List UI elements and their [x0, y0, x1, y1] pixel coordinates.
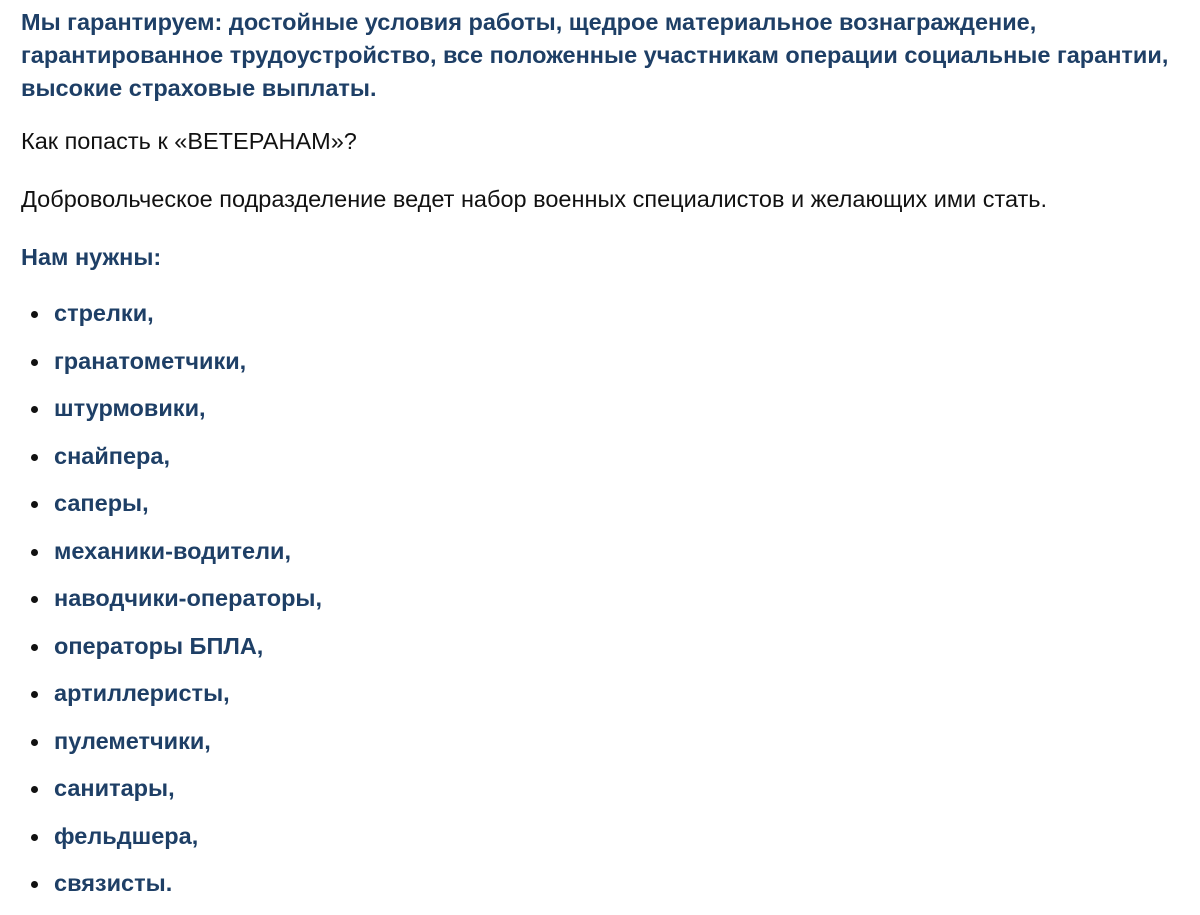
role-label: наводчики-операторы, — [54, 585, 323, 611]
list-item — [21, 392, 1191, 440]
list-item — [21, 535, 1191, 583]
bullet-icon — [31, 549, 38, 556]
bullet-icon — [31, 501, 38, 508]
roles-list — [21, 297, 1191, 915]
bullet-icon — [31, 644, 38, 651]
bullet-icon — [31, 359, 38, 366]
bullet-icon — [31, 406, 38, 413]
role-label: санитары, — [54, 775, 175, 801]
guarantee-paragraph: Мы гарантируем: достойные условия работы, щедрое материальное вознаграждение, гарантированное трудоустройство, все положенные участникам операции социальные гарантии, высокие страховые выплаты. — [21, 9, 1169, 101]
list-item — [21, 582, 1191, 630]
role-label: пулеметчики, — [54, 727, 211, 754]
bullet-icon — [31, 786, 38, 793]
bullet-icon — [31, 596, 38, 603]
role-label: фельдшера, — [54, 822, 199, 849]
question-paragraph: Как попасть к «ВЕТЕРАНАМ»? — [21, 128, 357, 154]
recruitment-paragraph: Добровольческое подразделение ведет набор военных специалистов и желающих ими стать. — [21, 186, 1048, 212]
role-label: саперы, — [54, 490, 149, 516]
bullet-icon — [31, 834, 38, 841]
article-body — [21, 6, 1191, 915]
role-label: стрелки, — [54, 300, 154, 326]
list-item — [21, 440, 1191, 488]
list-item — [21, 725, 1191, 773]
role-label: механики-водители, — [54, 537, 291, 564]
list-item — [21, 297, 1191, 345]
list-item — [21, 677, 1191, 725]
list-item — [21, 772, 1191, 820]
bullet-icon — [31, 691, 38, 698]
list-item — [21, 867, 1191, 915]
list-item — [21, 630, 1191, 678]
bullet-icon — [31, 739, 38, 746]
bullet-icon — [31, 881, 38, 888]
needed-heading: Нам нужны: — [21, 244, 162, 270]
list-item — [21, 345, 1191, 393]
list-item — [21, 820, 1191, 868]
list-item — [21, 487, 1191, 535]
role-label: операторы БПЛА, — [54, 632, 264, 659]
role-label: гранатометчики, — [54, 347, 247, 374]
role-label: снайпера, — [54, 442, 170, 469]
bullet-icon — [31, 454, 38, 461]
role-label: артиллеристы, — [54, 680, 230, 706]
role-label: штурмовики, — [54, 395, 206, 421]
role-label: связисты. — [54, 870, 173, 896]
bullet-icon — [31, 311, 38, 318]
